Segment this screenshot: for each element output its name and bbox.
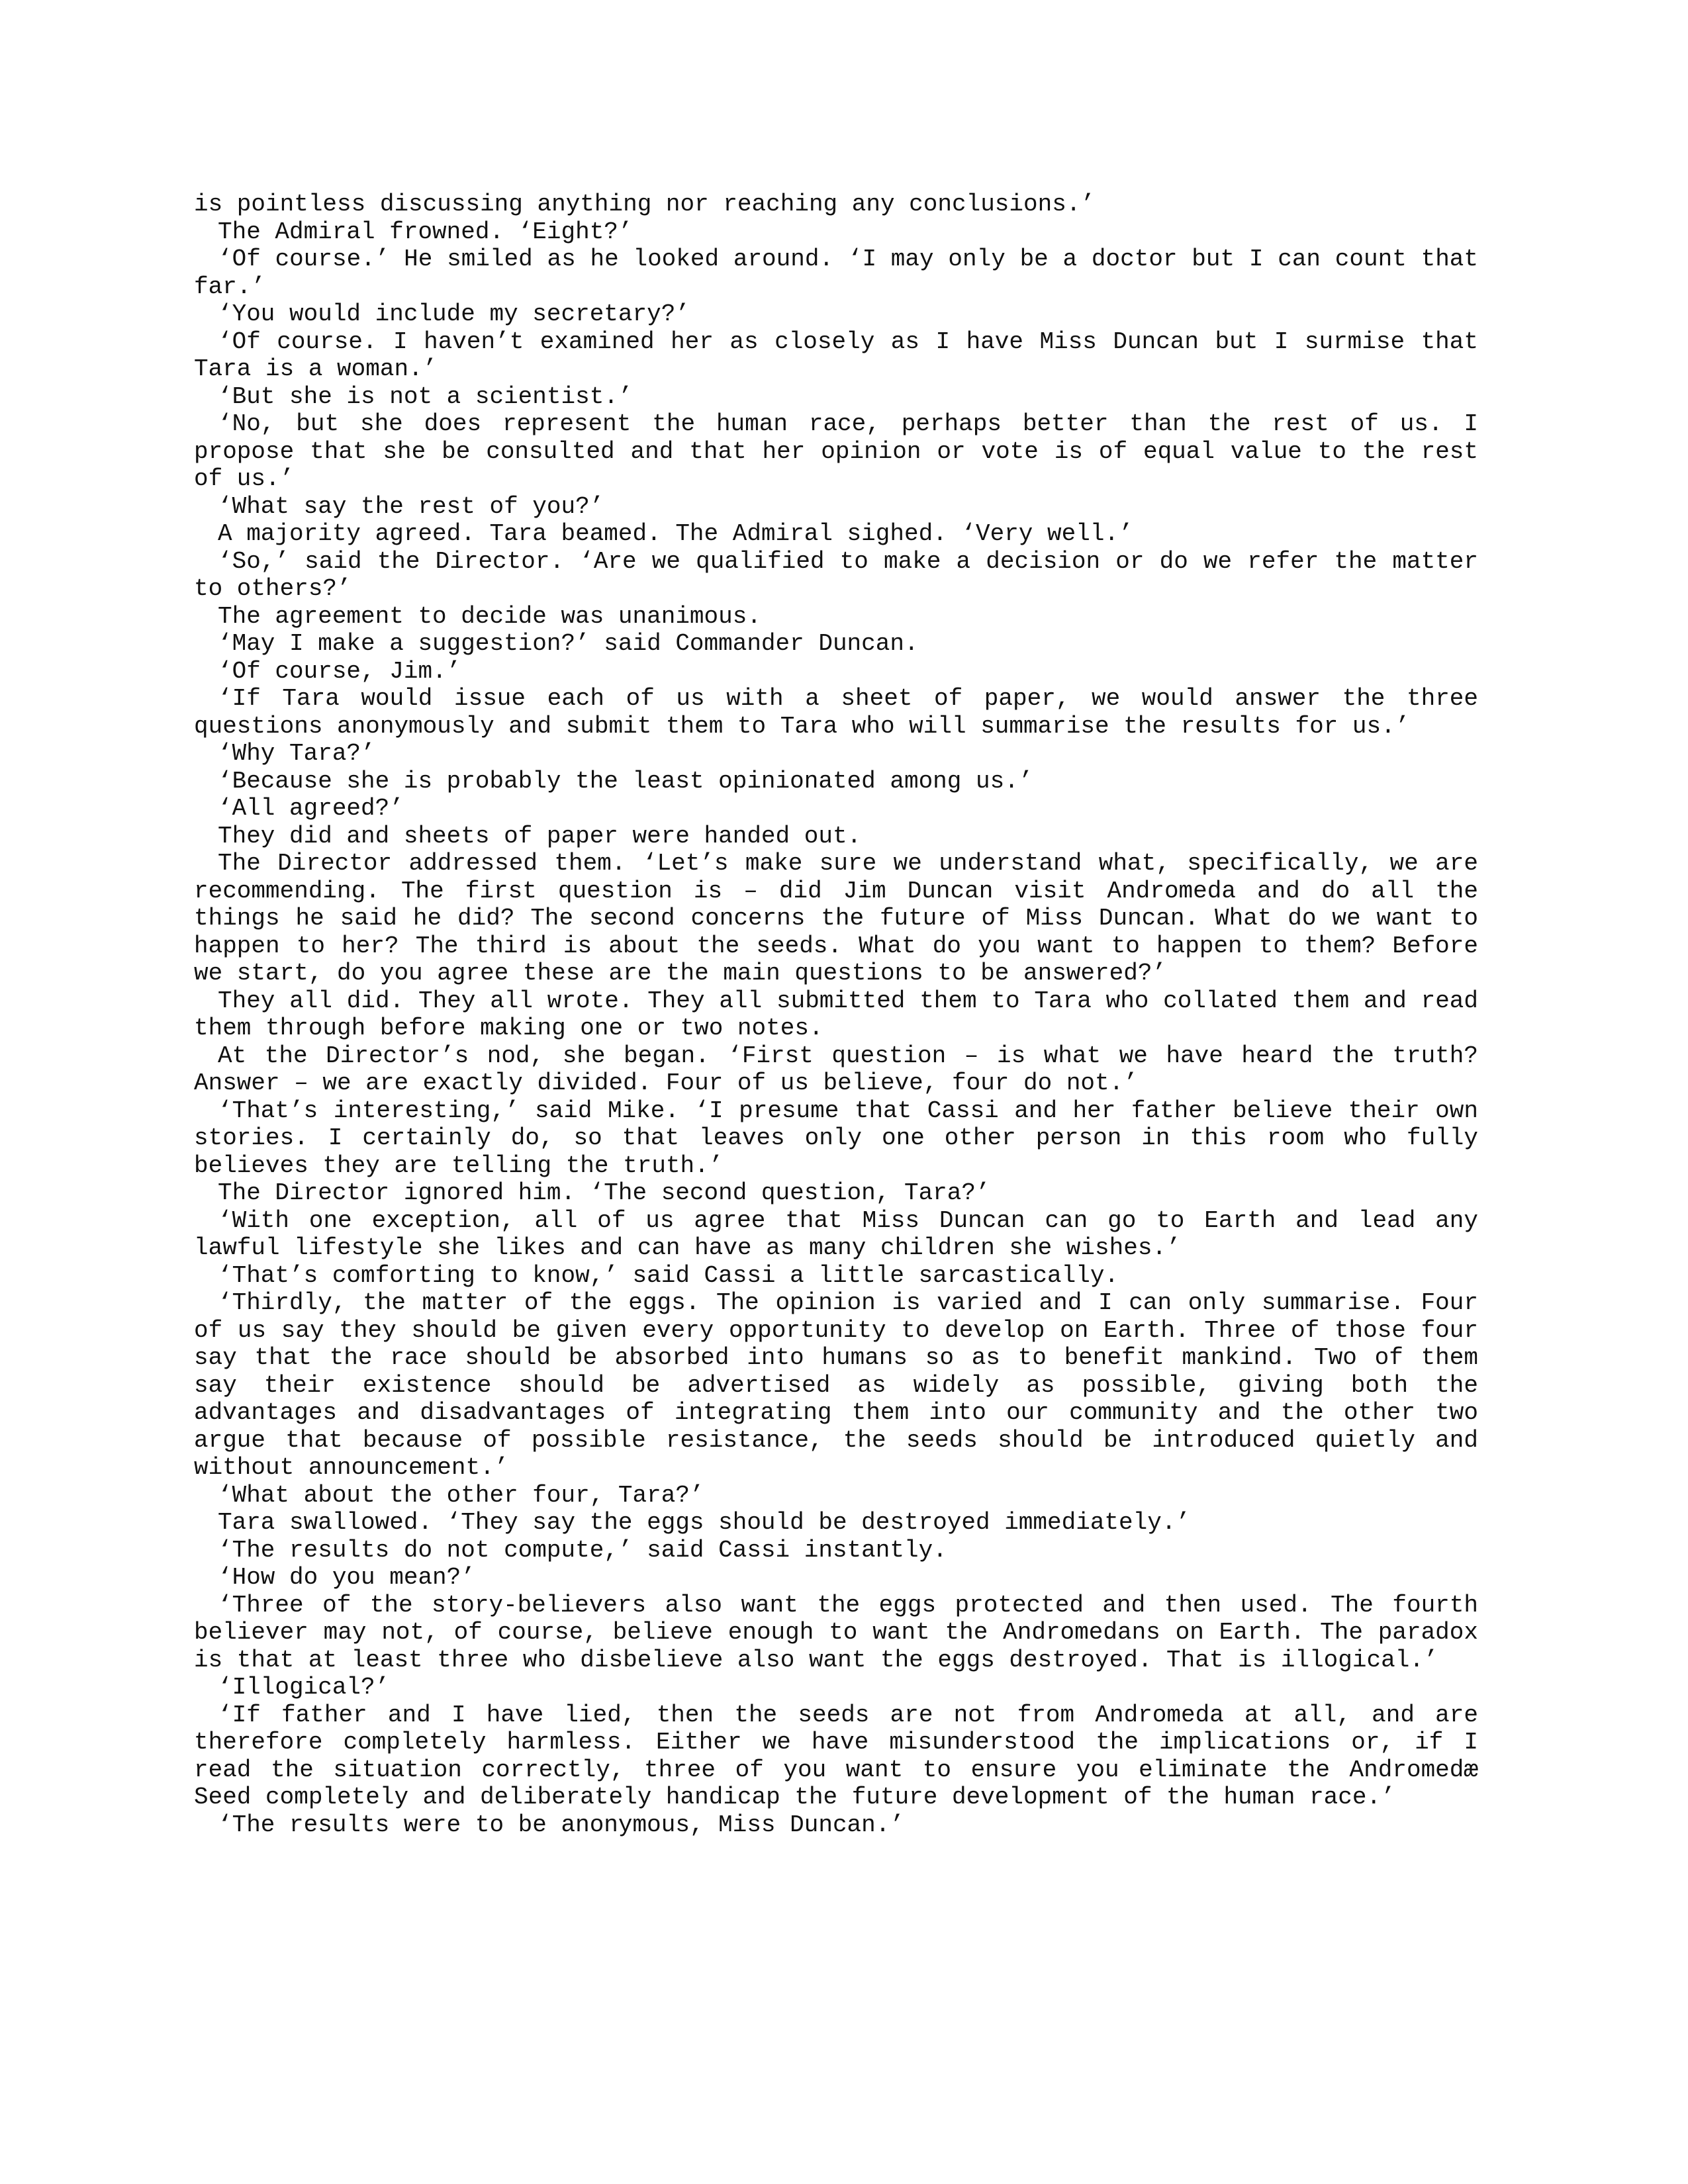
paragraph: ‘The results were to be anonymous, Miss Duncan.’ — [218, 1811, 904, 1839]
paragraph: ‘If Tara would issue each of us with a sheet of paper, we would answer the three questions anonymously and submit them to Tara who will summarise the results for us.’ — [194, 685, 1478, 740]
paragraph: The Director addressed them. ‘Let’s make sure we understand what, specifically, we are recommending. The first question is – did Jim Duncan visit Andromeda and do all the things he said he did? The second concerns the future of Miss Duncan. What do we want to happen to her? The third is about the seeds. What do you want to happen to them? Before we start, do you agree these are the main questions to be answered?’ — [194, 850, 1478, 987]
paragraph: ‘No, but she does represent the human race, perhaps better than the rest of us. I propose that she be consulted and that her opinion or vote is of equal value to the rest of us.’ — [194, 410, 1478, 492]
paragraph: They all did. They all wrote. They all submitted them to Tara who collated them and read them through before making one or two notes. — [194, 987, 1478, 1042]
paragraph: ‘That’s comforting to know,’ said Cassi a little sarcastically. — [218, 1261, 1119, 1289]
paragraph: They did and sheets of paper were handed out. — [218, 822, 862, 850]
paragraph: ‘May I make a suggestion?’ said Commander Duncan. — [218, 630, 919, 657]
paragraph: ‘So,’ said the Director. ‘Are we qualified to make a decision or do we refer the matter to others?’ — [194, 547, 1478, 602]
paragraph: ‘Of course.’ He smiled as he looked around. ‘I may only be a doctor but I can count that far.’ — [194, 246, 1478, 300]
paragraph: is pointless discussing anything nor reaching any conclusions.’ — [194, 191, 1096, 218]
page-body — [194, 191, 1478, 1839]
paragraph: The Admiral frowned. ‘Eight?’ — [218, 218, 633, 246]
paragraph: Tara swallowed. ‘They say the eggs should be destroyed immediately.’ — [218, 1509, 1191, 1536]
paragraph: ‘Thirdly, the matter of the eggs. The opinion is varied and I can only summarise. Four of us say they should be given every opportunity to develop on Earth. Three of those four say that the race should be absorbed into humans so as to benefit mankind. Two of them say their existence should be advertised as widely as possible, giving both the advantages and disadvantages of integrating them into our community and the other two argue that because of possible resistance, the seeds should be introduced quietly and without announcement.’ — [194, 1289, 1478, 1481]
paragraph: ‘How do you mean?’ — [218, 1564, 475, 1591]
paragraph: ‘But she is not a scientist.’ — [218, 383, 633, 410]
paragraph: ‘Three of the story-believers also want the eggs protected and then used. The fourth believer may not, of course, believe enough to want the Andromedans on Earth. The paradox is that at least three who disbelieve also want the eggs destroyed. That is illogical.’ — [194, 1591, 1478, 1674]
paragraph: The agreement to decide was unanimous. — [218, 602, 761, 630]
paragraph: ‘Of course. I haven’t examined her as closely as I have Miss Duncan but I surmise that Tara is a woman.’ — [194, 328, 1478, 383]
paragraph: At the Director’s nod, she began. ‘First question – is what we have heard the truth? Answer – we are exactly divided. Four of us believe, four do not.’ — [194, 1042, 1478, 1097]
paragraph: ‘With one exception, all of us agree that Miss Duncan can go to Earth and lead any lawful lifestyle she likes and can have as many children she wishes.’ — [194, 1206, 1478, 1261]
paragraph: ‘Because she is probably the least opinionated among us.’ — [218, 767, 1033, 795]
paragraph: ‘The results do not compute,’ said Cassi instantly. — [218, 1536, 947, 1564]
paragraph: ‘You would include my secretary?’ — [218, 300, 690, 328]
paragraph: ‘If father and I have lied, then the seeds are not from Andromeda at all, and are therefore completely harmless. Either we have misunderstood the implications or, if I read the situation correctly, three of you want to ensure you eliminate the Andromedæ Seed completely and deliberately handicap the future development of the human race.’ — [194, 1701, 1478, 1811]
paragraph: The Director ignored him. ‘The second question, Tara?’ — [218, 1179, 990, 1206]
paragraph: ‘All agreed?’ — [218, 795, 404, 822]
paragraph: ‘Of course, Jim.’ — [218, 657, 461, 685]
paragraph: ‘Why Tara?’ — [218, 740, 375, 767]
paragraph: ‘Illogical?’ — [218, 1674, 390, 1701]
paragraph: ‘What say the rest of you?’ — [218, 492, 604, 520]
paragraph: A majority agreed. Tara beamed. The Admiral sighed. ‘Very well.’ — [218, 520, 1133, 547]
paragraph: ‘What about the other four, Tara?’ — [218, 1481, 704, 1509]
paragraph: ‘That’s interesting,’ said Mike. ‘I presume that Cassi and her father believe their own stories. I certainly do, so that leaves only one other person in this room who fully believes they are telling the truth.’ — [194, 1097, 1478, 1179]
